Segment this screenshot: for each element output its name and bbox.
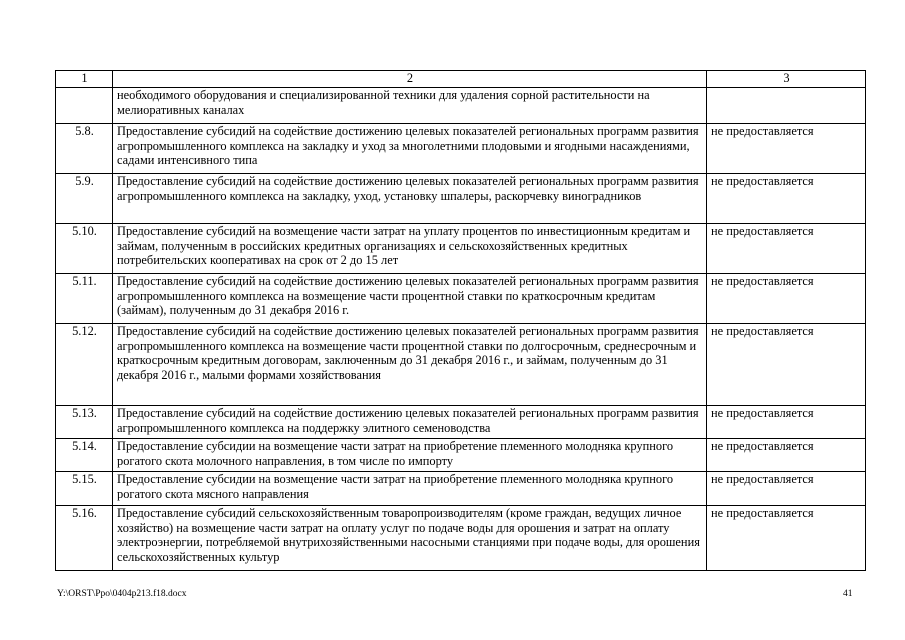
table-row [56, 124, 866, 174]
row-status: не предоставляется [707, 472, 866, 506]
row-status [707, 88, 866, 124]
header-col-2: 2 [113, 71, 707, 88]
table-row [56, 88, 866, 124]
table-row [56, 506, 866, 571]
row-text: Предоставление субсидий на содействие достижению целевых показателей региональных программ развития агропромышленного комплекса на возмещение части процентной ставки по долгосрочным, среднесрочным и краткосрочным кредитным договорам, заключенным до 31 декабря 2016 г., и займам, полученным до 31 декабря 2016 г., малыми формами хозяйствования [113, 324, 707, 406]
row-number: 5.10. [56, 224, 113, 274]
row-text: Предоставление субсидий на содействие достижению целевых показателей региональных программ развития агропромышленного комплекса на поддержку элитного семеноводства [113, 406, 707, 439]
row-text: необходимого оборудования и специализированной техники для удаления сорной растительности на мелиоративных каналах [113, 88, 707, 124]
row-number: 5.8. [56, 124, 113, 174]
table-header-row [56, 71, 866, 88]
footer-page-number: 41 [843, 589, 853, 599]
header-col-3: 3 [707, 71, 866, 88]
row-status: не предоставляется [707, 439, 866, 472]
table-row [56, 174, 866, 224]
subsidy-table [55, 70, 866, 571]
row-number: 5.15. [56, 472, 113, 506]
row-text: Предоставление субсидии на возмещение части затрат на приобретение племенного молодняка крупного рогатого скота мясного направления [113, 472, 707, 506]
table-row [56, 472, 866, 506]
table-row [56, 406, 866, 439]
row-status: не предоставляется [707, 406, 866, 439]
row-number: 5.11. [56, 274, 113, 324]
table-row [56, 324, 866, 406]
header-col-1: 1 [56, 71, 113, 88]
row-text: Предоставление субсидий сельскохозяйственным товаропроизводителям (кроме граждан, ведущих личное хозяйство) на возмещение части затрат на оплату услуг по подаче воды для орошения и затрат на оплату электроэнергии, потребляемой внутрихозяйственными насосными станциями при подаче воды, для орошения сельскохозяйственных культур [113, 506, 707, 571]
row-number: 5.12. [56, 324, 113, 406]
footer-file-path: Y:\ORST\Ppo\0404p213.f18.docx [57, 589, 187, 599]
row-text: Предоставление субсидий на содействие достижению целевых показателей региональных программ развития агропромышленного комплекса на возмещение части процентной ставки по краткосрочным кредитам (займам), полученным до 31 декабря 2016 г. [113, 274, 707, 324]
table-row [56, 274, 866, 324]
row-status: не предоставляется [707, 224, 866, 274]
row-number: 5.9. [56, 174, 113, 224]
row-status: не предоставляется [707, 324, 866, 406]
row-status: не предоставляется [707, 274, 866, 324]
row-text: Предоставление субсидий на содействие достижению целевых показателей региональных программ развития агропромышленного комплекса на закладку и уход за многолетними плодовыми и ягодными насаждениями, садами интенсивного типа [113, 124, 707, 174]
row-text: Предоставление субсидии на возмещение части затрат на приобретение племенного молодняка крупного рогатого скота молочного направления, в том числе по импорту [113, 439, 707, 472]
row-number: 5.14. [56, 439, 113, 472]
table-row [56, 224, 866, 274]
row-status: не предоставляется [707, 174, 866, 224]
row-number [56, 88, 113, 124]
row-status: не предоставляется [707, 506, 866, 571]
row-status: не предоставляется [707, 124, 866, 174]
row-number: 5.13. [56, 406, 113, 439]
row-text: Предоставление субсидий на содействие достижению целевых показателей региональных программ развития агропромышленного комплекса на закладку, уход, установку шпалеры, раскорчевку виноградников [113, 174, 707, 224]
row-number: 5.16. [56, 506, 113, 571]
row-text: Предоставление субсидий на возмещение части затрат на уплату процентов по инвестиционным кредитам и займам, полученным в российских кредитных организациях и сельскохозяйственных кредитных потребительских кооперативах на срок от 2 до 15 лет [113, 224, 707, 274]
table-row [56, 439, 866, 472]
